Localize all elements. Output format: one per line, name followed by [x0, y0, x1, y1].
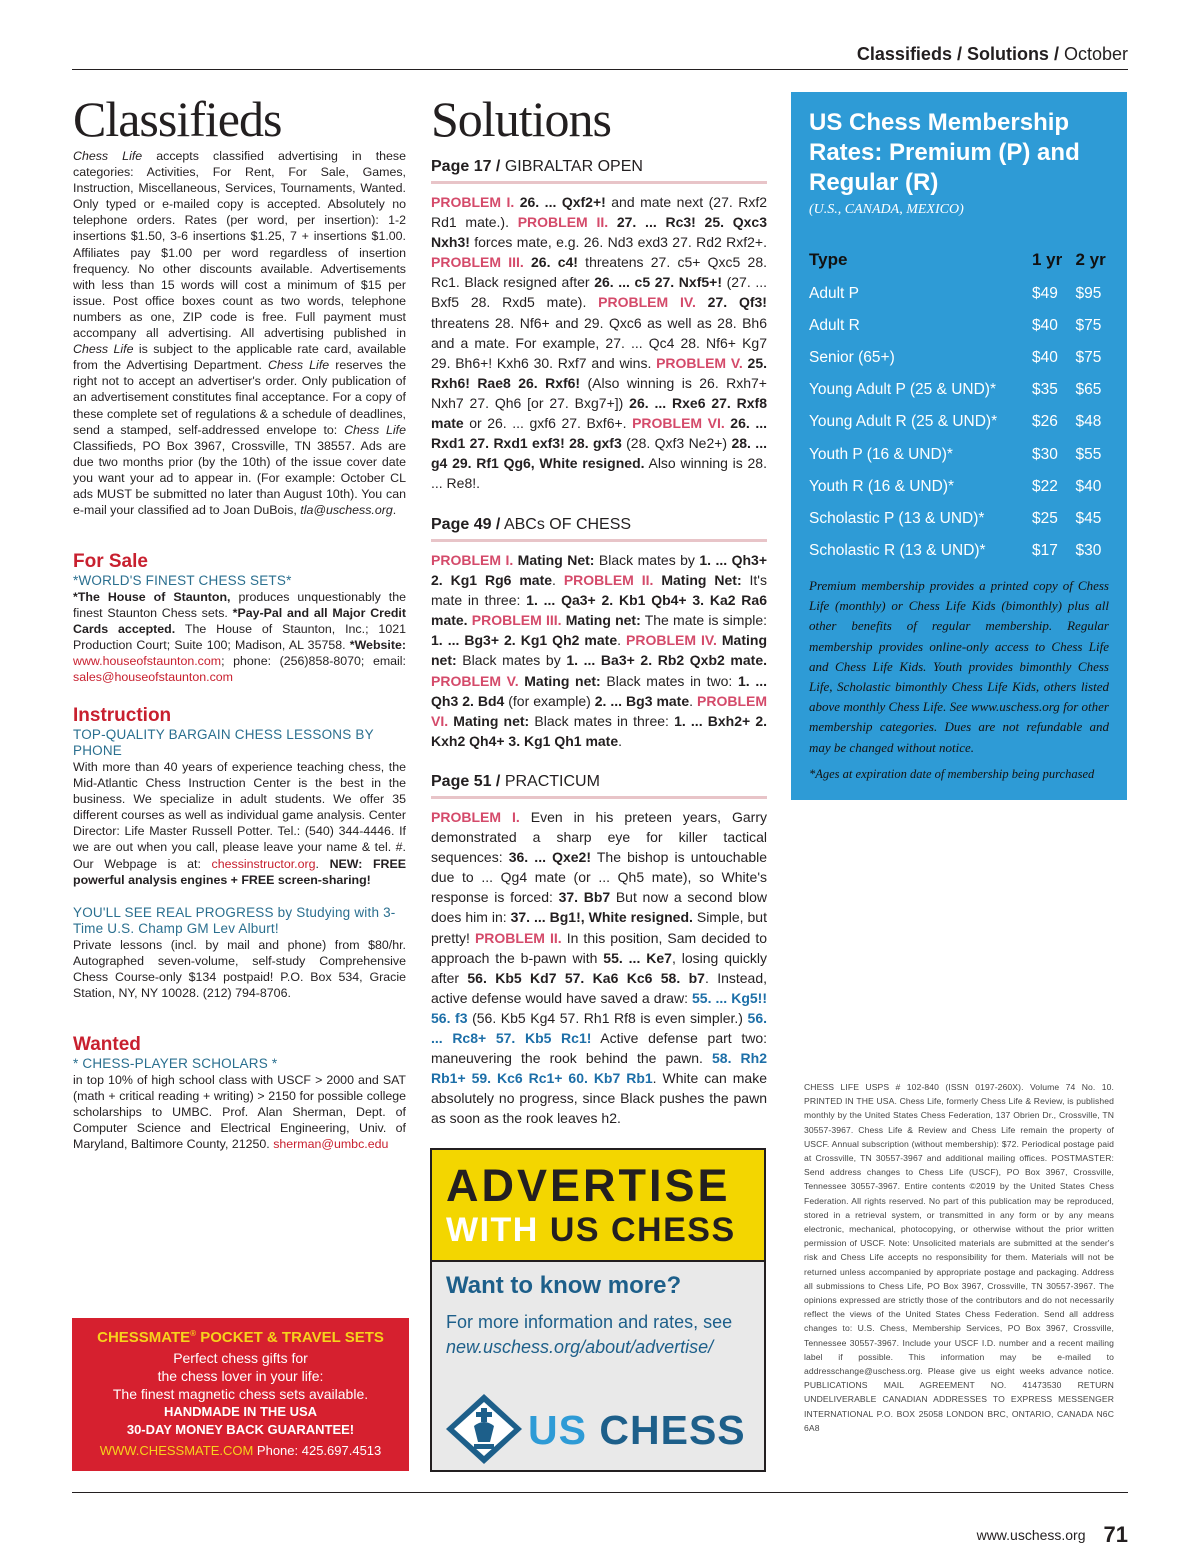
membership-type: Young Adult R (25 & UND)* — [809, 413, 998, 431]
price-2yr: $75 — [1075, 349, 1102, 367]
text: (27. ... Bxf5 28. Rxd5 mate). — [431, 274, 768, 311]
ad-bold: *Pay-Pal and all Major Credit Cards accepted. — [73, 606, 407, 637]
move: Mating net: — [448, 712, 530, 729]
table-row — [805, 374, 1115, 406]
move: 1. ... Ba3+ 2. Rb2 Qxb2 mate. — [566, 652, 767, 669]
chessmate-url[interactable]: WWW.CHESSMATE.COM — [99, 1443, 254, 1458]
move: 2. ... Bg3 mate — [594, 692, 690, 709]
chessmate-line: HANDMADE IN THE USA — [163, 1404, 318, 1419]
text: Active defense part two: maneuvering the rook behind the pawn. — [431, 1030, 767, 1067]
move: 1. ... Bxh2+ 2. Kxh2 Qh4+ 3. Kg1 Qh1 mate — [431, 712, 767, 749]
ad-bold: NEW: FREE powerful analysis engines + FREE screen-sharing! — [73, 856, 406, 887]
move: 56. Kb5 Kd7 57. Ka6 Kc6 58. b7 — [467, 969, 705, 986]
price-2yr: $40 — [1075, 477, 1102, 495]
for-sale-ad — [73, 589, 406, 686]
move: 37. Bb7 — [558, 889, 611, 906]
brand-text: US CHESS — [549, 1211, 736, 1249]
text: (for example) — [504, 692, 595, 709]
ad-text: The House of Staunton, Inc.; 1021 Production Court; Suite 100; Madison, AL 35758. — [73, 622, 406, 653]
instruction-subheading: TOP-QUALITY BARGAIN CHESS LESSONS BY PHONE — [73, 727, 374, 758]
chessmate-ad[interactable] — [72, 1318, 409, 1471]
for-sale-subheading: *WORLD'S FINEST CHESS SETS* — [73, 573, 292, 588]
problem-label: PROBLEM I. — [431, 809, 520, 825]
advertise-subheadline — [446, 1210, 736, 1250]
classifieds-title: Classifieds — [73, 91, 282, 147]
chessmate-title — [72, 1329, 409, 1346]
solution-text — [431, 807, 767, 1129]
text: But now a second blow does him in: — [431, 889, 767, 926]
instruction-section — [73, 705, 406, 1001]
text: forces mate, e.g. 26. Nd3 exd3 27. Rd2 Rxf2+. — [469, 234, 767, 251]
email-link[interactable]: sherman@umbc.edu — [273, 1137, 389, 1152]
intro-text: . — [392, 503, 397, 518]
solution-heading — [431, 773, 767, 799]
membership-rates-box — [791, 92, 1127, 800]
intro-text: is subject to the applicable rate card, available from the Advertising Department. — [73, 342, 406, 373]
move: 36. ... Qxe2! — [508, 849, 592, 866]
for-sale-section — [73, 551, 406, 686]
chessmate-line: 30-DAY MONEY BACK GUARANTEE! — [126, 1422, 355, 1437]
chessmate-line: the chess lover in your life: — [157, 1368, 324, 1384]
problem-label: PROBLEM V. — [656, 354, 743, 371]
move: 27. Qf3! — [695, 294, 767, 311]
issue-month: October — [1063, 44, 1128, 64]
solution-block-3 — [431, 773, 767, 1129]
text: (Also winning is 26. Rxh7+ Nxh7 27. Qh6 [or 27. Bxg7+]) — [431, 374, 767, 411]
text: The bishop is untouchable due to ... Qg4 mate (or ... Qh5 mate), so White's response is forced: — [431, 849, 768, 906]
text: Black mates by — [456, 652, 567, 669]
variation: 55. ... Kg5!! 56. f3 — [431, 989, 768, 1026]
intro-text: Classifieds, PO Box 3967, Crossville, TN 38557. Ads are due two months prior (by the 10th) of the issue cover date you want your ad to appear in. (For example: October CL ads MUST be submitted no later than August 10th). You can e-mail your classified ad to Joan DuBois, — [73, 438, 406, 518]
move: Mating net: — [518, 672, 601, 689]
price-1yr: $40 — [1032, 349, 1058, 367]
text: Simple, but pretty! — [431, 909, 767, 946]
move: Mating net: — [561, 612, 641, 629]
chessmate-phone: Phone: 425.697.4513 — [253, 1443, 382, 1458]
text: Black mates by — [594, 552, 700, 568]
table-row — [805, 471, 1115, 503]
tournament-name: GIBRALTAR OPEN — [500, 158, 643, 175]
text: or 26. ... gxf6 27. Bxf6+. — [463, 415, 633, 432]
membership-title: US Chess Membership Rates: Premium (P) and Regular (R) — [809, 109, 1080, 196]
us-chess-logo — [444, 1392, 524, 1471]
membership-note: Premium membership provides a printed copy of Chess Life (monthly) or Chess Life Kids (bimonthly) plus all other benefits of regular membership. Regular membership provides online-only access to Chess Life and Chess Life Kids. Youth provides bimonthly Chess Life, Scholastic bimonthly Chess Life Kids, others listed above monthly Chess Life. See www.uschess.org for other membership categories. Dues are not refundable and may be changed without notice. — [809, 578, 1109, 755]
membership-type: Scholastic R (13 & UND)* — [809, 541, 986, 559]
price-2yr: $48 — [1075, 413, 1102, 431]
ad-bold: *The House of Staunton, — [73, 590, 231, 604]
solution-text — [431, 192, 767, 493]
instruction-ad-2: Private lessons (incl. by mail and phone) from $80/hr. Autographed seven-volume, self-study Comprehensive Chess Course-only $134 postpaid! P.O. Box 534, Gracie Station, NY, NY 10028. (212) 794-8706. — [73, 937, 406, 1001]
table-row — [805, 503, 1115, 535]
text: The mate is simple: — [640, 612, 768, 629]
chessmate-contact — [72, 1441, 409, 1461]
us-text: US — [528, 1407, 587, 1453]
text: It's mate in three: — [431, 572, 767, 609]
table-header-row — [805, 242, 1115, 278]
website-link[interactable]: www.houseofstaunton.com — [73, 654, 222, 669]
ad-text: produces unquestionably the finest Staunton Chess sets. — [73, 590, 406, 621]
ad-text: With more than 40 years of experience teaching chess, the Mid-Atlantic Chess Instruction Center is the best in the business. We specialize in adult students. We offer 35 different courses as well as individual game analysis. Center Director: Life Master Russell Potter. Tel.: (540) 344-4446. If we are out when you call, please leave your name & tel. #. Our Webpage is at: — [73, 760, 406, 871]
move: Mating Net: — [513, 552, 595, 568]
move: Mating net: — [431, 632, 767, 669]
table-row — [805, 535, 1115, 567]
info-text: For more information and rates, see — [446, 1312, 733, 1332]
text: and mate next (27. Rxf2 Rd1 mate.). — [431, 194, 768, 231]
move: 37. ... Bg1!, White resigned. — [510, 909, 693, 926]
with-text: WITH — [446, 1211, 550, 1249]
problem-label: PROBLEM VI. — [431, 692, 767, 729]
ad-text: ; phone: (256)858-8070; email: — [221, 654, 406, 669]
solution-block-1 — [431, 158, 767, 493]
pub-name: Chess Life — [73, 342, 134, 357]
solutions-title: Solutions — [431, 91, 611, 147]
running-header — [72, 44, 1128, 70]
intro-text: accepts classified advertising in these categories: Activities, For Rent, For Sale, Games, Instruction, Miscellaneous, Services, Tournaments, Wanted. Only typed or e-mailed copy is accepted. Absolutely no telephone orders. Rates (per word, per insertion): 1-2 insertions $1.50, 3-6 insertions $1.25, 7 + insertions $1.00. Affiliates pay $1.00 per word regardless of insertion frequency. No other discounts available. Advertisements with less than 15 words will cost a minimum of $15 per issue. Post office boxes count as two words, telephone numbers as one, ZIP code is free. Full payment must accompany all advertising. All advertising published in — [73, 149, 407, 341]
problem-label: PROBLEM IV. — [626, 632, 717, 649]
move: Mating Net: — [653, 572, 742, 589]
problem-label: PROBLEM IV. — [598, 294, 696, 311]
price-2yr: $65 — [1075, 381, 1102, 399]
email-link[interactable]: sales@houseofstaunton.com — [73, 670, 233, 685]
advertise-question: Want to know more? — [446, 1272, 682, 1299]
table-row — [805, 406, 1115, 438]
price-1yr: $35 — [1032, 381, 1058, 399]
footer-divider — [72, 1492, 1128, 1493]
text: . Instead, active defense would have saved a draw: — [431, 969, 768, 1006]
move: 27. ... Rc3! 25. Qxc3 Nxh3! — [431, 214, 767, 251]
page-ref: Page 17 / — [431, 158, 501, 175]
chessmate-title-text: POCKET & TRAVEL SETS — [196, 1329, 384, 1346]
price-2yr: $30 — [1075, 541, 1102, 559]
price-2yr: $45 — [1075, 509, 1102, 527]
text: Also winning is 28. ... Re8!. — [431, 455, 767, 492]
membership-type: Senior (65+) — [809, 349, 895, 367]
classifieds-intro — [73, 148, 406, 518]
registered-mark: ® — [190, 1329, 197, 1338]
pub-name: Chess Life — [344, 422, 406, 437]
advertise-link[interactable]: new.uschess.org/about/advertise/ — [446, 1337, 714, 1357]
solution-block-2 — [431, 516, 767, 751]
us-chess-wordmark — [528, 1408, 746, 1452]
instruction-heading: Instruction — [73, 705, 172, 726]
problem-label: PROBLEM V. — [431, 672, 519, 689]
wanted-ad — [73, 1072, 406, 1152]
membership-type: Adult R — [809, 317, 860, 335]
wanted-heading: Wanted — [73, 1034, 141, 1055]
problem-label: PROBLEM III. — [471, 612, 562, 629]
problem-label: PROBLEM II. — [563, 572, 654, 589]
price-1yr: $30 — [1032, 445, 1058, 463]
text: threatens 28. Nf6+ and 29. Qxc6 as well as 28. Bh6 and a mate. For example, 27. ... Qc4 28. Nf6+ Kg7 29. Bh6+! Kxh6 30. Rxf7 and wins. — [431, 314, 767, 371]
problem-label: PROBLEM II. — [474, 929, 562, 946]
text: Even in his preteen years, Garry demonstrated a sharp eye for killer tactical sequences: — [431, 809, 767, 866]
solution-heading — [431, 158, 767, 184]
problem-label: PROBLEM II. — [517, 214, 609, 231]
variation: 58. Rh2 Rb1+ 59. Kc6 Rc1+ 60. Kb7 Rb1 — [431, 1050, 767, 1087]
price-2yr: $95 — [1075, 285, 1102, 303]
move: 1. ... Bg3+ 2. Kg1 Qh2 mate — [431, 632, 618, 649]
text: In this position, Sam decided to approach the b-pawn with — [431, 929, 768, 966]
text: . — [552, 572, 564, 589]
price-1yr: $40 — [1032, 317, 1058, 335]
text: . — [689, 692, 697, 709]
table-row — [805, 310, 1115, 342]
move: 26. ... Rxe6 27. Rxf8 mate — [431, 394, 767, 432]
variation: 56. ... Rc8+ 57. Kb5 Rc1! — [431, 1009, 767, 1047]
membership-footnote: *Ages at expiration date of membership being purchased — [809, 767, 1095, 781]
text: , losing quickly after — [431, 949, 768, 986]
membership-rates-table — [805, 242, 1115, 567]
advertise-banner — [432, 1150, 764, 1262]
chessmate-line: Perfect chess gifts for — [173, 1350, 308, 1366]
website-link[interactable]: chessinstructor.org — [211, 856, 316, 871]
move: 55. ... Ke7 — [603, 949, 672, 966]
chess-king-logo-icon — [444, 1392, 524, 1466]
article-name: PRACTICUM — [500, 773, 600, 790]
price-1yr: $25 — [1032, 509, 1058, 527]
solution-text — [431, 550, 767, 751]
email-link[interactable]: tla@uschess.org — [300, 503, 393, 518]
price-2yr: $55 — [1075, 445, 1102, 463]
wanted-subheading: * CHESS-PLAYER SCHOLARS * — [73, 1056, 278, 1071]
col-1yr: 1 yr — [1032, 250, 1063, 269]
text: . — [618, 732, 623, 749]
problem-label: PROBLEM III. — [431, 254, 524, 271]
page-number: 71 — [1103, 1522, 1128, 1547]
text: . — [617, 632, 627, 649]
wanted-section — [73, 1034, 406, 1152]
pub-name: Chess Life — [73, 149, 143, 163]
price-1yr: $49 — [1032, 285, 1058, 303]
problem-label: PROBLEM I. — [431, 194, 515, 210]
table-row — [805, 278, 1115, 310]
col-type: Type — [809, 250, 848, 269]
article-name: ABCs OF CHESS — [500, 516, 632, 533]
text: (56. Kb5 Kg4 57. Rh1 Rf8 is even simpler.) — [467, 1009, 748, 1026]
price-2yr: $75 — [1075, 317, 1102, 335]
chess-text: CHESS — [599, 1407, 746, 1453]
price-1yr: $22 — [1032, 477, 1058, 495]
page-ref: Page 49 / — [431, 516, 501, 533]
footer-url[interactable]: www.uschess.org — [976, 1527, 1086, 1543]
membership-subtitle: (U.S., CANADA, MEXICO) — [809, 202, 964, 217]
move: 26. c4! — [523, 254, 578, 271]
membership-type: Young Adult P (25 & UND)* — [809, 381, 996, 399]
move: 25. Rxh6! Rae8 26. Rxf6! — [431, 354, 768, 391]
membership-type: Adult P — [809, 285, 859, 303]
advertise-info — [446, 1310, 746, 1360]
chessmate-line: The finest magnetic chess sets available. — [112, 1386, 369, 1402]
membership-type: Youth P (16 & UND)* — [809, 445, 953, 463]
postal-statement: CHESS LIFE USPS # 102-840 (ISSN 0197-260X). Volume 74 No. 10. PRINTED IN THE USA. Chess Life, formerly Chess Life & Review, is published monthly by the United States Chess Federation, 137 Obrien Dr., Crossville, TN 30557-3967. Chess Life & Review and Chess Life remain the property of USCF. Annual subscription (without membership): $72. Periodical postage paid at Crossville, TN 30557-3967 and additional mailing offices. POSTMASTER: Send address changes to Chess Life (USCF), PO Box 3967, Crossville, Tennessee 30557-3967. Entire contents ©2019 by the United States Chess Federation. All rights reserved. No part of this publication may be reproduced, stored in a retrieval system, or transmitted in any form or by any means electronic, mechanical, photocopying, or otherwise without the prior written permission of USCF. Note: Unsolicited materials are submitted at the sender's risk and Chess Life accepts no responsibility for them. Materials will not be returned unless accompanied by appropriate postage and packaging. Address all submissions to Chess Life, PO Box 3967, Crossville, TN 30557-3967. The opinions expressed are strictly those of the contributors and do not necessarily reflect the views of the United States Chess Federation. Send all address changes to: U.S. Chess, Membership Services, PO Box 3967, Crossville, Tennessee 30557-3967. Include your USCF I.D. number and a recent mailing label if possible. This information may be e-mailed to addresschange@uschess.org. Please give us eight weeks advance notice. PUBLICATIONS MAIL AGREEMENT NO. 41473530 RETURN UNDELIVERABLE CANADIAN ADDRESSES TO EXPRESS MESSENGER INTERNATIONAL P.O. BOX 25058 LONDON BRC, ONTARIO, CANADA N6C 6A8 — [804, 1082, 1114, 1433]
move: 1. ... Qh3+ 2. Kg1 Rg6 mate — [431, 552, 768, 589]
move: 26. ... Qxf2+! — [514, 194, 606, 210]
page-ref: Page 51 / — [431, 773, 501, 790]
instruction-ad-1 — [73, 759, 406, 888]
table-row — [805, 342, 1115, 374]
table-row — [805, 438, 1115, 470]
problem-label: PROBLEM VI. — [632, 415, 725, 432]
text: Black mates in two: — [600, 672, 738, 689]
intro-text: reserves the right not to accept an advertiser's order. Only publication of an advertisement constitutes final acceptance. For a copy of these complete set of regulations & a schedule of deadlines, send a stamped, self-addressed envelope to: — [73, 358, 406, 437]
text: Black mates in three: — [529, 712, 675, 729]
text: (28. Qxf3 Ne2+) — [621, 435, 732, 452]
move: 26. ... c5 27. Nxf5+! — [594, 274, 722, 291]
col-2yr: 2 yr — [1075, 250, 1106, 269]
chessmate-brand: CHESSMATE — [97, 1329, 191, 1346]
membership-type: Youth R (16 & UND)* — [809, 477, 955, 495]
move: 26. ... Rxd1 27. Rxd1 exf3! 28. gxf3 — [431, 415, 767, 452]
for-sale-heading: For Sale — [73, 551, 148, 572]
price-1yr: $26 — [1032, 413, 1058, 431]
text: . White can make absolutely no progress, since Black pushes the pawn as soon as the rook leaves h2. — [431, 1070, 767, 1127]
ad-bold: *Website: — [349, 638, 406, 653]
membership-type: Scholastic P (13 & UND)* — [809, 509, 985, 527]
advertise-headline: ADVERTISE — [446, 1160, 731, 1211]
text: threatens 27. c5+ Qxc5 28. Rc1. Black resigned after — [431, 254, 768, 291]
price-1yr: $17 — [1032, 541, 1058, 559]
move: 28. ... g4 29. Rf1 Qg6, White resigned. — [431, 435, 767, 472]
solution-heading — [431, 516, 767, 542]
instruction-subheading-2: YOU'LL SEE REAL PROGRESS by Studying with 3-Time U.S. Champ GM Lev Alburt! — [73, 904, 396, 936]
ad-text: . — [315, 856, 330, 871]
page-footer — [900, 1522, 1128, 1548]
pub-name: Chess Life — [268, 358, 330, 373]
ad-text: in top 10% of high school class with USCF > 2000 and SAT (math + critical reading + writing) > 2150 for possible college scholarships to UMBC. Prof. Alan Sherman, Dept. of Computer Science and Electrical Engineering, Univ. of Maryland, Baltimore County, 21250. — [73, 1073, 406, 1152]
advertise-ad[interactable] — [430, 1148, 766, 1472]
move: 1. ... Qh3 2. Bd4 — [431, 672, 767, 709]
section-label: Classifieds / Solutions / — [856, 44, 1059, 64]
problem-label: PROBLEM I. — [431, 552, 514, 568]
move: 1. ... Qa3+ 2. Kb1 Qb4+ 3. Ka2 Ra6 mate. — [431, 592, 767, 629]
